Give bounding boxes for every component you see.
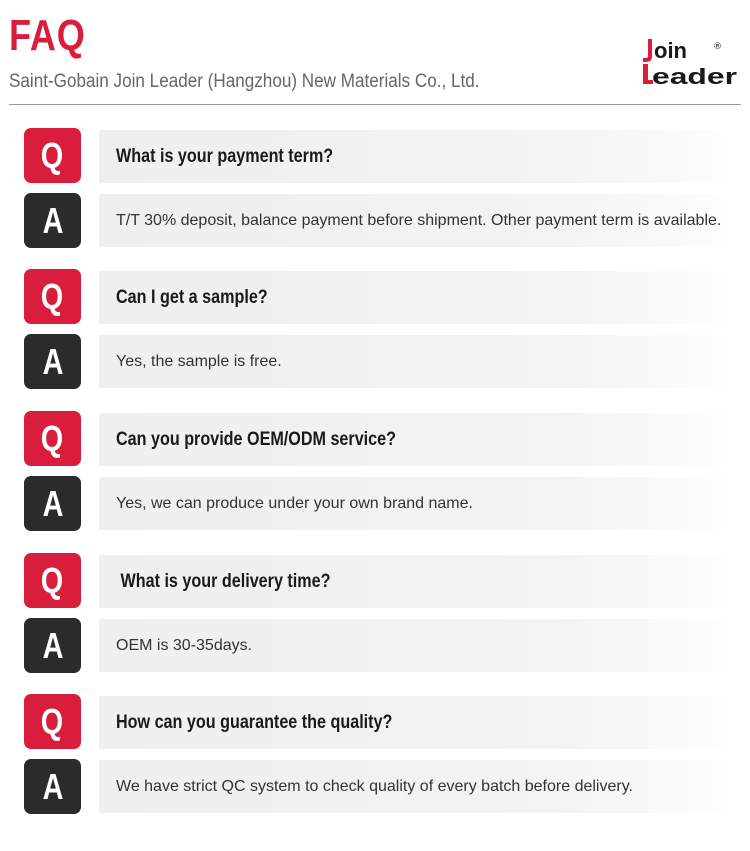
answer-text: T/T 30% deposit, balance payment before shipment. Other payment term is available.: [116, 211, 722, 229]
faq-item: [0, 269, 750, 389]
question-bar: [99, 555, 750, 608]
question-badge: Q: [24, 694, 81, 749]
join-leader-logo: [640, 36, 740, 88]
faq-item: [0, 411, 750, 531]
faq-item: [0, 128, 750, 248]
answer-bar: [99, 619, 750, 672]
answer-bar: [99, 194, 750, 247]
company-name: Saint-Gobain Join Leader (Hangzhou) New Materials Co., Ltd.: [9, 71, 480, 92]
question-badge: Q: [24, 553, 81, 608]
answer-badge: A: [24, 334, 81, 389]
question-text: What is your delivery time?: [116, 570, 331, 592]
answer-badge: A: [24, 193, 81, 248]
faq-item: [0, 553, 750, 673]
faq-item: [0, 694, 750, 814]
question-bar: [99, 271, 750, 324]
question-badge: Q: [24, 128, 81, 183]
answer-bar: [99, 335, 750, 388]
answer-text: Yes, we can produce under your own brand name.: [116, 494, 473, 512]
answer-badge: A: [24, 476, 81, 531]
logo-text-join: oin: [654, 38, 687, 63]
question-text: Can you provide OEM/ODM service?: [116, 428, 397, 450]
answer-text: We have strict QC system to check quality of every batch before delivery.: [116, 777, 633, 795]
registered-mark: ®: [713, 42, 722, 52]
question-bar: [99, 696, 750, 749]
answer-bar: [99, 477, 750, 530]
question-text: Can I get a sample?: [116, 286, 268, 308]
page-title: FAQ: [9, 11, 86, 60]
answer-badge: A: [24, 618, 81, 673]
question-bar: [99, 413, 750, 466]
answer-text: OEM is 30-35days.: [116, 636, 253, 654]
answer-bar: [99, 760, 750, 813]
question-text: How can you guarantee the quality?: [116, 711, 393, 733]
logo-text-leader: eader: [652, 64, 738, 88]
question-badge: Q: [24, 411, 81, 466]
header-divider: [9, 104, 741, 105]
answer-badge: A: [24, 759, 81, 814]
answer-text: Yes, the sample is free.: [116, 352, 282, 370]
logo-j-mark: [643, 39, 652, 62]
page-header: [0, 0, 750, 106]
question-bar: [99, 130, 750, 183]
question-badge: Q: [24, 269, 81, 324]
question-text: What is your payment term?: [116, 145, 334, 167]
